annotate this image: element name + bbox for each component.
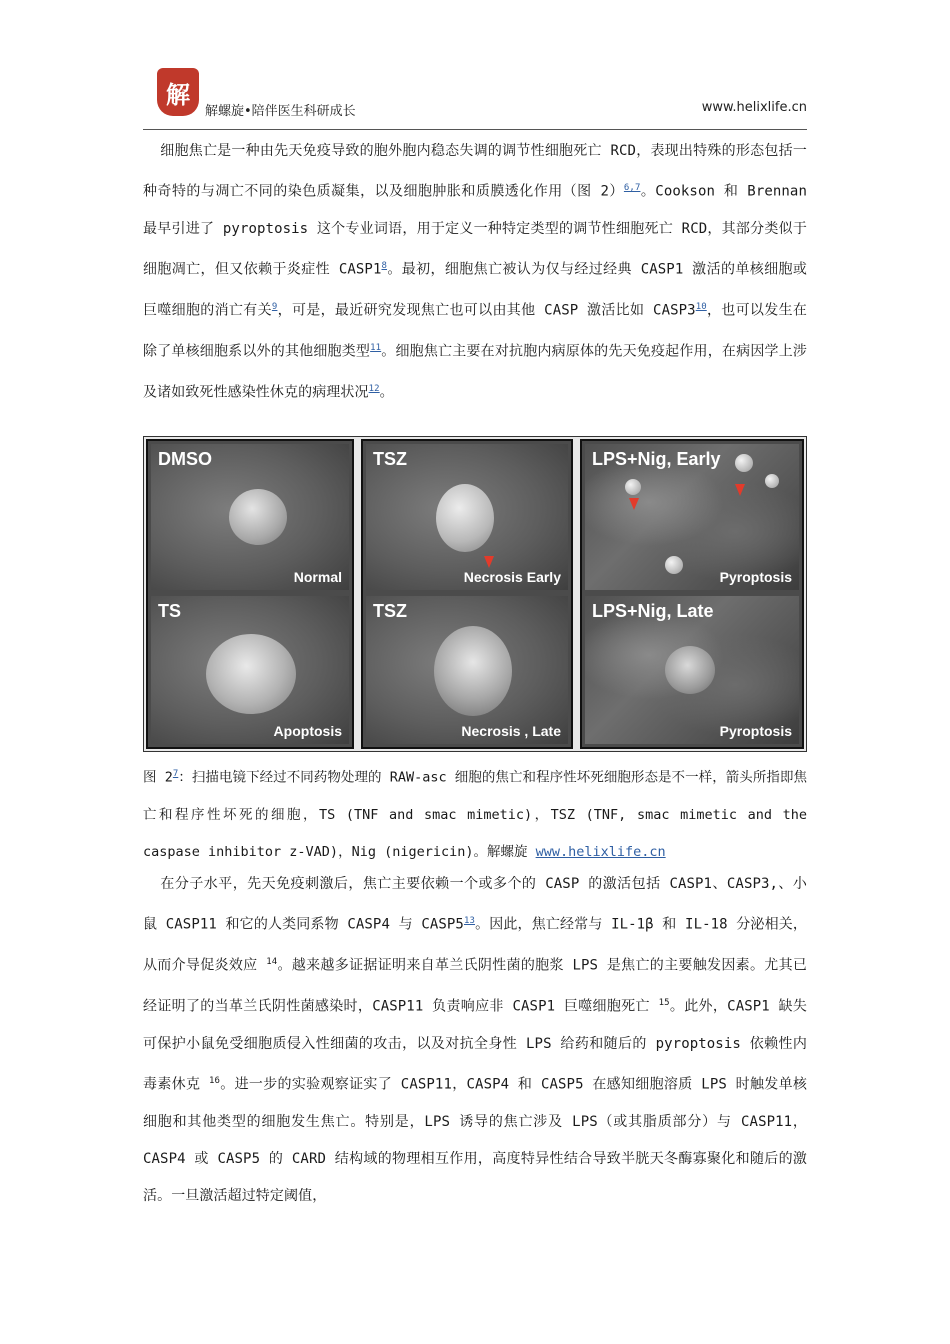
- cell-image: [436, 484, 494, 552]
- arrow-icon: [735, 484, 745, 496]
- citation-link[interactable]: 12: [368, 383, 380, 394]
- text-run: ，可是，最近研究发现焦亡也可以由其他 CASP 激活比如 CASP3: [277, 302, 696, 319]
- text-run: 。越来越多证据证明来自革兰氏阴性菌的胞浆 LPS 是焦亡的主要触发因素。尤其已经证明了的当革兰氏阴性菌感染时，CASP11 负责响应非 CASP1 巨噬细胞死亡: [143, 957, 807, 1015]
- cell-image: [434, 626, 512, 716]
- cell-image: [229, 489, 287, 545]
- text-run: 细胞焦亡是一种由先天免疫导致的胞外胞内稳态失调的调节性细胞死亡 RCD，表现出特殊的形态包括一种奇特的与凋亡不同的染色质凝集，以及细胞肿胀和质膜透化作用（图 2）: [143, 143, 807, 200]
- panel-tsz-necrosis-late: [366, 596, 568, 744]
- header-site-url[interactable]: www.helixlife.cn: [701, 100, 807, 115]
- citation-link[interactable]: 8: [381, 261, 388, 272]
- citation-link[interactable]: 11: [370, 342, 382, 353]
- panel-tsz-necrosis-early: [366, 444, 568, 590]
- header-divider: [143, 129, 807, 130]
- arrow-icon: [629, 498, 639, 510]
- citation-link[interactable]: 9: [271, 302, 278, 313]
- panel-lps-nig-early: [585, 444, 799, 590]
- text-run: 图 2: [143, 769, 173, 786]
- panel-ts-apoptosis: [151, 596, 349, 744]
- text-run: 。进一步的实验观察证实了 CASP11，CASP4 和 CASP5 在感知细胞溶质 LPS 时触发单核细胞和其他类型的细胞发生焦亡。特别是，LPS 诱导的焦亡涉及 LPS（或其脂质部分）与 CASP11，CASP4 或 CASP5 的 CARD 结构域的物理相互作用，高度特异性结合导致半胱天冬酶寡聚化和随后的激活。一旦激活超过特定阈值，: [143, 1076, 807, 1205]
- citation-link[interactable]: 13: [463, 916, 476, 927]
- text-run: 。Cookson 和 Brennan 最早引进了 pyroptosis 这个专业词语，用于定义一种特定类型的调节性细胞死亡 RCD，其部分类似于细胞凋亡，但又依赖于炎症性 CASP1: [143, 183, 807, 278]
- citation-link[interactable]: 7: [172, 769, 179, 779]
- figure-caption: [143, 756, 807, 871]
- sem-figure: [143, 436, 807, 752]
- arrow-icon: [484, 556, 494, 568]
- text-run: 。最初，细胞焦亡被认为仅与经过经典 CASP1 激活的单核细胞或巨噬细胞的消亡有关: [143, 261, 807, 319]
- panel-label: Pyroptosis: [719, 723, 792, 739]
- citation-number: 14: [266, 957, 278, 968]
- panel-title: LPS+Nig, Late: [592, 601, 714, 621]
- panel-dmso-normal: [151, 444, 349, 590]
- panel-title: TSZ: [373, 601, 407, 621]
- figure-column-lps-nig: [580, 439, 804, 749]
- panel-label: Necrosis , Late: [461, 723, 561, 739]
- panel-lps-nig-late: [585, 596, 799, 744]
- panel-title: DMSO: [158, 449, 212, 469]
- text-run: 。因此，焦亡经常与 IL-1β 和 IL-18 分泌相关，从而介导促炎效应: [143, 916, 807, 974]
- panel-label: Necrosis Early: [463, 569, 561, 585]
- panel-label: Pyroptosis: [719, 569, 792, 585]
- caption-site-link[interactable]: www.helixlife.cn: [535, 843, 666, 860]
- citation-link[interactable]: 10: [695, 302, 707, 313]
- panel-title: TS: [158, 601, 182, 621]
- page-header: [143, 60, 807, 130]
- citation-number: 16: [209, 1075, 221, 1086]
- pyroptotic-bubble: [735, 454, 753, 472]
- text-run: ：扫描电镜下经过不同药物处理的 RAW-asc 细胞的焦亡和程序性坏死细胞形态是不一样，箭头所指即焦亡和程序性坏死的细胞，TS (TNF and smac mimetic)，TSZ (TNF, smac mimetic and the caspase inhibitor z-VAD)，Nig (nigericin)。解螺旋: [143, 769, 807, 860]
- text-run: 在分子水平，先天免疫刺激后，焦亡主要依赖一个或多个的 CASP 的激活包括 CASP1、CASP3,、小鼠 CASP11 和它的人类同系物 CASP4 与 CASP5: [143, 876, 807, 933]
- text-run: 。此外，CASP1 缺失可保护小鼠免受细胞质侵入性细菌的攻击，以及对抗全身性 LPS 给药和随后的 pyroptosis 依赖性内毒素休克: [143, 998, 807, 1093]
- brand-slogan: 解螺旋•陪伴医生科研成长: [205, 104, 356, 119]
- pyroptotic-bubble: [625, 479, 641, 495]
- cell-image: [206, 634, 296, 714]
- pyroptotic-bubble: [665, 556, 683, 574]
- text-run: 。细胞焦亡主要在对抗胞内病原体的先天免疫起作用，在病因学上涉及诸如致死性感染性休克的病理状况: [143, 343, 808, 401]
- cell-image: [665, 646, 715, 694]
- figure-column-dmso-ts: [146, 439, 354, 749]
- pyroptotic-bubble: [765, 474, 779, 488]
- text-run: ，也可以发生在除了单核细胞系以外的其他细胞类型: [143, 302, 807, 360]
- panel-title: TSZ: [373, 449, 407, 469]
- citation-number: 15: [658, 997, 670, 1008]
- citation-link[interactable]: 6,7: [623, 183, 641, 194]
- panel-title: LPS+Nig, Early: [592, 449, 721, 469]
- figure-column-tsz: [361, 439, 573, 749]
- text-run: 。: [379, 384, 394, 401]
- paragraph-molecular-level: [143, 866, 807, 1215]
- paragraph-pyroptosis-definition: [143, 133, 807, 412]
- panel-label: Normal: [293, 569, 342, 585]
- helixlife-logo: 解: [157, 68, 199, 116]
- panel-label: Apoptosis: [273, 723, 342, 739]
